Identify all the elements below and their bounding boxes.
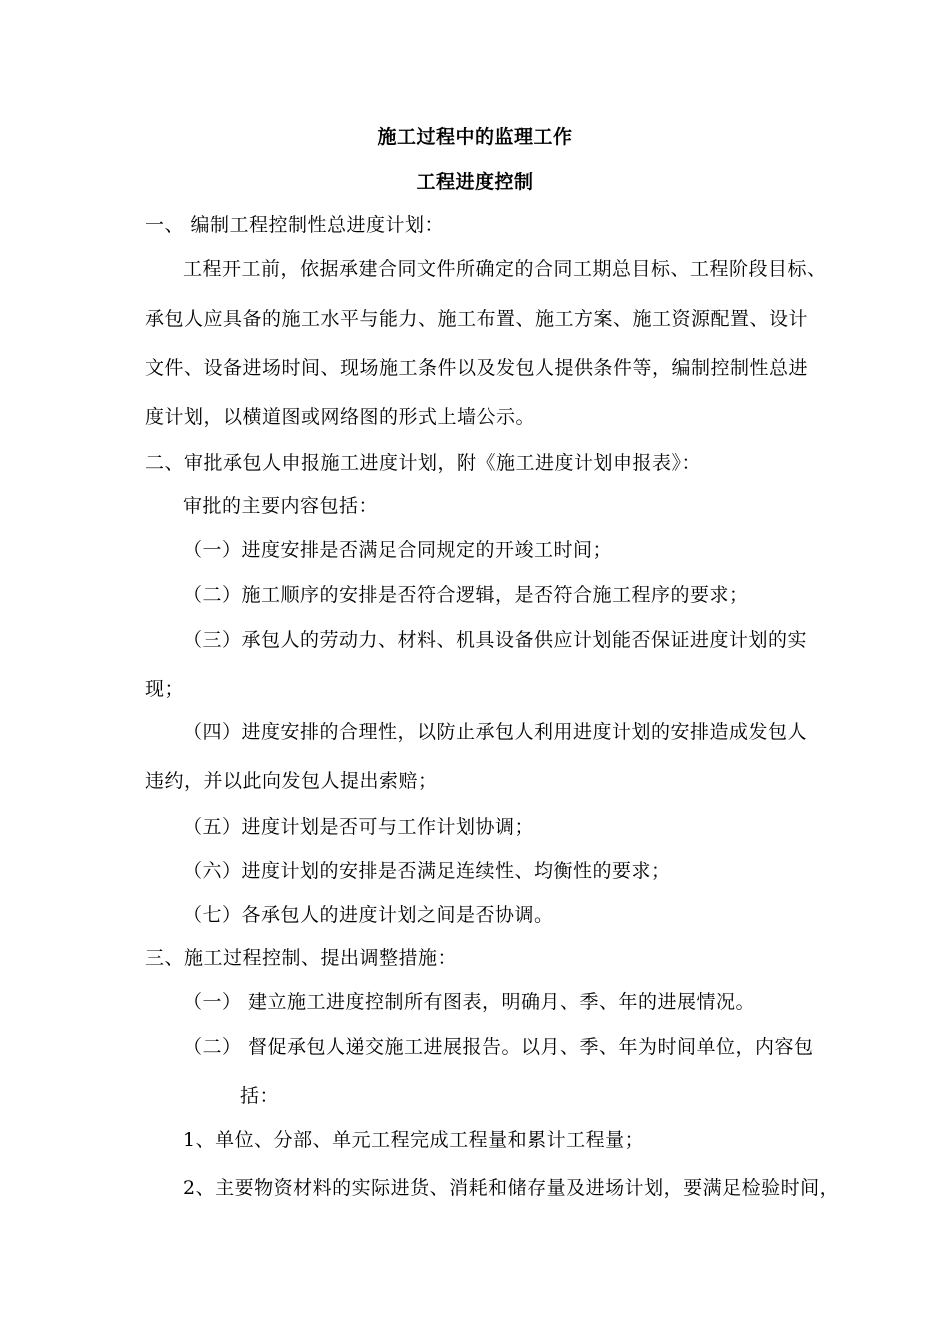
- list-item: （七）各承包人的进度计划之间是否协调。: [183, 904, 554, 926]
- document-title: 施工过程中的监理工作: [377, 126, 573, 148]
- section-heading-3: 三、施工过程控制、提出调整措施：: [145, 947, 458, 969]
- list-item: （二） 督促承包人递交施工进展报告。以月、季、年为时间单位，内容包: [183, 1036, 814, 1058]
- list-item: （四）进度安排的合理性，以防止承包人利用进度计划的安排造成发包人: [183, 721, 808, 743]
- list-item: （二）施工顺序的安排是否符合逻辑，是否符合施工程序的要求；: [183, 584, 749, 606]
- numbered-item: 2、主要物资材料的实际进货、消耗和储存量及进场计划，要满足检验时间，: [183, 1177, 840, 1199]
- list-item: （五）进度计划是否可与工作计划协调；: [183, 816, 535, 838]
- list-item-continuation: 现；: [145, 678, 185, 700]
- document-subtitle: 工程进度控制: [416, 171, 534, 193]
- paragraph-line: 工程开工前，依据承建合同文件所确定的合同工期总目标、工程阶段目标、: [183, 258, 827, 280]
- list-item: （六）进度计划的安排是否满足连续性、均衡性的要求；: [183, 860, 671, 882]
- paragraph-line: 承包人应具备的施工水平与能力、施工布置、施工方案、施工资源配置、设计: [145, 308, 809, 330]
- section-heading-2: 二、审批承包人申报施工进度计划，附《施工进度计划申报表》：: [145, 452, 702, 474]
- list-item-continuation: 违约，并以此向发包人提出索赔；: [145, 770, 438, 792]
- list-item: （三）承包人的劳动力、材料、机具设备供应计划能否保证进度计划的实: [183, 629, 808, 651]
- paragraph-line: 度计划，以横道图或网络图的形式上墙公示。: [145, 406, 536, 428]
- numbered-item: 1、单位、分部、单元工程完成工程量和累计工程量；: [183, 1129, 645, 1151]
- list-item: （一）进度安排是否满足合同规定的开竣工时间；: [183, 539, 613, 561]
- paragraph-line: 文件、设备进场时间、现场施工条件以及发包人提供条件等，编制控制性总进: [145, 357, 809, 379]
- list-item: （一） 建立施工进度控制所有图表，明确月、季、年的进展情况。: [183, 991, 756, 1013]
- paragraph-line: 审批的主要内容包括：: [183, 495, 379, 517]
- list-item-continuation: 括：: [240, 1085, 280, 1107]
- section-heading-1: 一、 编制工程控制性总进度计划：: [145, 214, 445, 236]
